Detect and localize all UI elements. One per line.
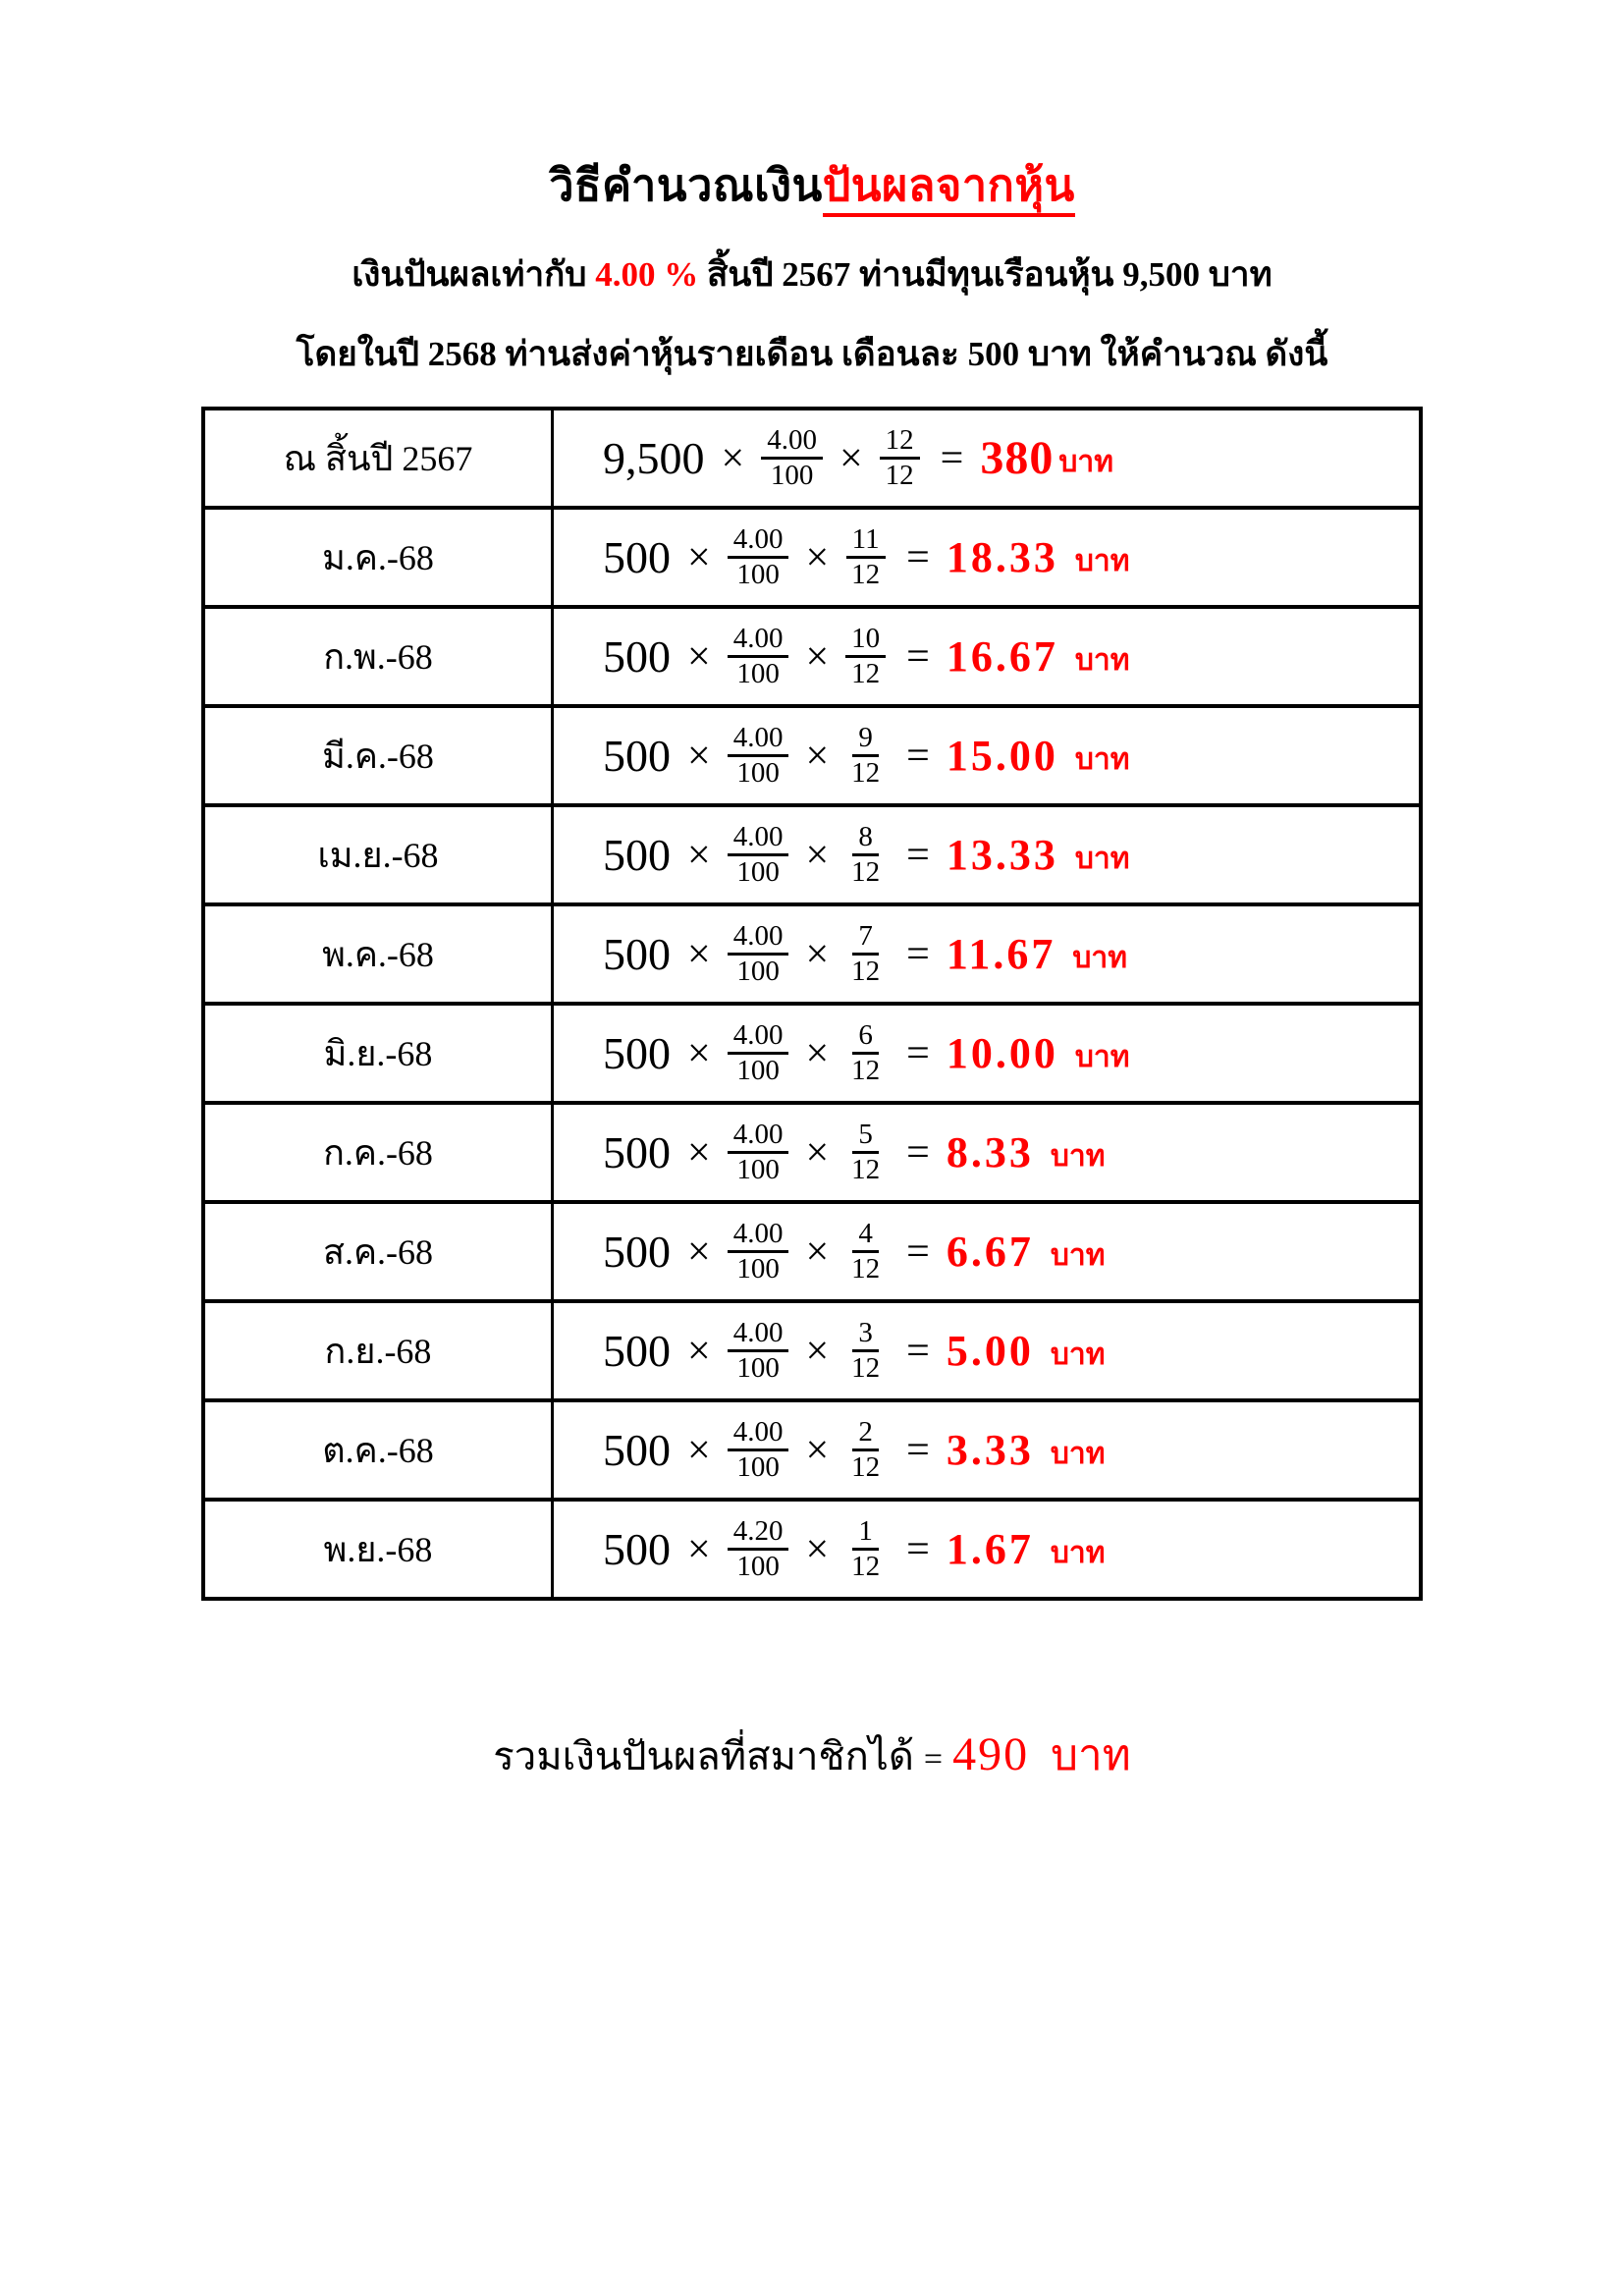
principal-value: 500 [603, 1028, 671, 1078]
page-title [0, 149, 1624, 220]
months-numerator: 11 [846, 523, 886, 559]
rate-fraction [728, 1515, 789, 1584]
result-value: 8.33 [946, 1127, 1034, 1176]
formula-cell [554, 510, 1419, 605]
multiply-operator: × [839, 435, 863, 481]
table-row [205, 1402, 1419, 1502]
principal-value: 500 [603, 830, 671, 880]
multiply-operator: × [687, 1030, 711, 1076]
equals-operator: = [906, 1427, 930, 1473]
months-numerator: 5 [852, 1119, 879, 1154]
months-denominator: 12 [851, 1055, 881, 1086]
rate-fraction [728, 1416, 789, 1485]
months-numerator: 9 [852, 722, 879, 757]
formula-cell [554, 1204, 1419, 1299]
result-value: 16.67 [946, 631, 1058, 681]
multiply-operator: × [687, 1229, 711, 1275]
rate-numerator: 4.00 [728, 523, 789, 559]
rate-numerator: 4.00 [728, 623, 789, 658]
rate-numerator: 4.00 [728, 920, 789, 956]
period-cell: พ.ย.-68 [205, 1502, 554, 1597]
table-row [205, 708, 1419, 807]
months-numerator: 2 [852, 1416, 879, 1451]
equals-operator: = [906, 931, 930, 977]
baht-unit: บาท [1050, 1437, 1106, 1470]
equals-operator: = [906, 534, 930, 580]
months-denominator: 12 [851, 956, 881, 987]
table-row [205, 510, 1419, 609]
formula-cell [554, 1502, 1419, 1597]
rate-denominator: 100 [736, 856, 780, 888]
formula-cell [554, 906, 1419, 1002]
period-cell: มี.ค.-68 [205, 708, 554, 803]
baht-unit: บาท [1058, 445, 1113, 478]
total-summary-line [0, 1721, 1624, 1789]
months-fraction [845, 1416, 886, 1485]
result-value: 6.67 [946, 1227, 1034, 1276]
baht-unit: บาท [1074, 1040, 1130, 1073]
months-denominator: 12 [851, 757, 881, 789]
baht-unit: บาท [1074, 842, 1130, 875]
period-cell: ม.ค.-68 [205, 510, 554, 605]
rate-denominator: 100 [736, 1055, 780, 1086]
subtitle1-post-text: สิ้นปี 2567 ท่านมีทุนเรือนหุ้น 9,500 บาท [698, 255, 1272, 294]
equals-operator: = [906, 633, 930, 680]
result-value: 10.00 [946, 1028, 1058, 1077]
baht-unit: บาท [1050, 1338, 1106, 1371]
principal-value: 500 [603, 1524, 671, 1574]
summary-equals-operator: = [923, 1741, 944, 1777]
period-cell: มิ.ย.-68 [205, 1006, 554, 1101]
equals-operator: = [906, 1526, 930, 1572]
rate-fraction [728, 1317, 789, 1386]
rate-fraction [728, 722, 789, 791]
summary-label: รวมเงินปันผลที่สมาชิกได้ [493, 1734, 914, 1778]
months-numerator: 8 [852, 821, 879, 856]
equals-operator: = [906, 733, 930, 779]
rate-fraction [728, 523, 789, 592]
multiply-operator: × [805, 1526, 830, 1572]
rate-numerator: 4.00 [728, 722, 789, 757]
rate-numerator: 4.00 [728, 1317, 789, 1352]
result-value: 1.67 [946, 1524, 1034, 1573]
months-fraction [845, 1019, 886, 1088]
multiply-operator: × [805, 633, 830, 680]
formula-cell [554, 1006, 1419, 1101]
rate-denominator: 100 [770, 460, 814, 491]
formula-cell [554, 410, 1419, 506]
months-numerator: 12 [880, 424, 920, 460]
dividend-rate-value: 4.00 % [595, 255, 699, 294]
baht-unit: บาท [1074, 544, 1130, 577]
table-row [205, 807, 1419, 906]
rate-denominator: 100 [736, 559, 780, 590]
table-row [205, 410, 1419, 510]
months-denominator: 12 [851, 1154, 881, 1185]
months-denominator: 12 [851, 856, 881, 888]
months-denominator: 12 [851, 658, 881, 689]
rate-denominator: 100 [736, 1154, 780, 1185]
months-denominator: 12 [851, 1352, 881, 1384]
principal-value: 500 [603, 731, 671, 781]
period-cell: ก.ค.-68 [205, 1105, 554, 1200]
principal-value: 500 [603, 532, 671, 582]
baht-unit: บาท [1050, 1238, 1106, 1272]
multiply-operator: × [687, 931, 711, 977]
summary-baht-unit: บาท [1051, 1731, 1131, 1779]
principal-value: 500 [603, 929, 671, 979]
subtitle1-pre-text: เงินปันผลเท่ากับ [352, 255, 596, 294]
equals-operator: = [906, 1129, 930, 1175]
rate-numerator: 4.00 [761, 424, 823, 460]
rate-denominator: 100 [736, 956, 780, 987]
result-value: 13.33 [946, 830, 1058, 879]
result-value: 18.33 [946, 532, 1058, 581]
rate-denominator: 100 [736, 1451, 780, 1483]
table-row [205, 1303, 1419, 1402]
multiply-operator: × [805, 733, 830, 779]
baht-unit: บาท [1050, 1536, 1106, 1569]
principal-value: 500 [603, 1326, 671, 1376]
title-red-underlined-text: ปันผลจากหุ้น [823, 161, 1075, 217]
rate-denominator: 100 [736, 1551, 780, 1582]
multiply-operator: × [805, 1229, 830, 1275]
months-fraction [845, 623, 886, 691]
months-denominator: 12 [885, 460, 914, 491]
months-fraction [845, 1515, 886, 1584]
multiply-operator: × [687, 1129, 711, 1175]
formula-cell [554, 708, 1419, 803]
rate-numerator: 4.00 [728, 1218, 789, 1253]
months-denominator: 12 [851, 1253, 881, 1285]
months-denominator: 12 [851, 559, 881, 590]
rate-numerator: 4.00 [728, 821, 789, 856]
principal-value: 500 [603, 1227, 671, 1277]
subtitle-line-2: โดยในปี 2568 ท่านส่งค่าหุ้นรายเดือน เดือนละ 500 บาท ให้คำนวณ ดังนี้ [296, 335, 1328, 373]
subtitle-line-1 [0, 247, 1624, 301]
formula-cell [554, 1105, 1419, 1200]
months-denominator: 12 [851, 1451, 881, 1483]
formula-cell [554, 609, 1419, 704]
baht-unit: บาท [1050, 1139, 1106, 1173]
table-row [205, 1502, 1419, 1597]
rate-fraction [761, 424, 823, 493]
months-numerator: 3 [852, 1317, 879, 1352]
formula-cell [554, 807, 1419, 902]
rate-numerator: 4.00 [728, 1019, 789, 1055]
multiply-operator: × [805, 832, 830, 878]
months-fraction [845, 722, 886, 791]
period-cell: ก.ย.-68 [205, 1303, 554, 1398]
rate-fraction [728, 1019, 789, 1088]
equals-operator: = [940, 435, 964, 481]
multiply-operator: × [687, 1328, 711, 1374]
months-numerator: 10 [845, 623, 886, 658]
rate-numerator: 4.20 [728, 1515, 789, 1551]
months-fraction [845, 1218, 886, 1286]
multiply-operator: × [721, 435, 745, 481]
months-fraction [845, 1317, 886, 1386]
multiply-operator: × [805, 1427, 830, 1473]
rate-fraction [728, 920, 789, 989]
result-value: 5.00 [946, 1326, 1034, 1375]
period-cell: เม.ย.-68 [205, 807, 554, 902]
period-cell: ณ สิ้นปี 2567 [205, 410, 554, 506]
summary-total-value: 490 [952, 1728, 1030, 1780]
rate-numerator: 4.00 [728, 1119, 789, 1154]
rate-fraction [728, 821, 789, 890]
months-denominator: 12 [851, 1551, 881, 1582]
table-row [205, 609, 1419, 708]
multiply-operator: × [805, 931, 830, 977]
dividend-calculation-table [201, 407, 1423, 1601]
result-value: 380 [980, 431, 1055, 484]
title-black-text: วิธีคำนวณเงิน [549, 161, 823, 210]
months-fraction [880, 424, 920, 493]
period-cell: พ.ค.-68 [205, 906, 554, 1002]
months-fraction [845, 821, 886, 890]
multiply-operator: × [805, 1129, 830, 1175]
principal-value: 500 [603, 1127, 671, 1177]
result-value: 15.00 [946, 731, 1058, 780]
result-value: 11.67 [946, 929, 1056, 978]
rate-denominator: 100 [736, 1352, 780, 1384]
result-value: 3.33 [946, 1425, 1034, 1474]
principal-value: 9,500 [603, 433, 705, 483]
months-numerator: 1 [852, 1515, 879, 1551]
months-fraction [845, 1119, 886, 1187]
rate-numerator: 4.00 [728, 1416, 789, 1451]
principal-value: 500 [603, 631, 671, 682]
rate-fraction [728, 623, 789, 691]
multiply-operator: × [805, 1328, 830, 1374]
multiply-operator: × [805, 1030, 830, 1076]
rate-fraction [728, 1218, 789, 1286]
baht-unit: บาท [1074, 643, 1130, 677]
formula-cell [554, 1303, 1419, 1398]
equals-operator: = [906, 1328, 930, 1374]
multiply-operator: × [687, 733, 711, 779]
rate-denominator: 100 [736, 1253, 780, 1285]
multiply-operator: × [687, 1526, 711, 1572]
rate-denominator: 100 [736, 757, 780, 789]
months-numerator: 6 [852, 1019, 879, 1055]
months-fraction [845, 920, 886, 989]
table-row [205, 1105, 1419, 1204]
multiply-operator: × [687, 832, 711, 878]
principal-value: 500 [603, 1425, 671, 1475]
table-row [205, 1006, 1419, 1105]
period-cell: ส.ค.-68 [205, 1204, 554, 1299]
multiply-operator: × [687, 534, 711, 580]
months-numerator: 7 [852, 920, 879, 956]
multiply-operator: × [687, 633, 711, 680]
period-cell: ก.พ.-68 [205, 609, 554, 704]
equals-operator: = [906, 1030, 930, 1076]
equals-operator: = [906, 832, 930, 878]
period-cell: ต.ค.-68 [205, 1402, 554, 1498]
multiply-operator: × [805, 534, 830, 580]
rate-fraction [728, 1119, 789, 1187]
baht-unit: บาท [1072, 941, 1128, 974]
multiply-operator: × [687, 1427, 711, 1473]
months-fraction [845, 523, 886, 592]
formula-cell [554, 1402, 1419, 1498]
months-numerator: 4 [852, 1218, 879, 1253]
rate-denominator: 100 [736, 658, 780, 689]
table-row [205, 1204, 1419, 1303]
equals-operator: = [906, 1229, 930, 1275]
baht-unit: บาท [1074, 742, 1130, 776]
table-row [205, 906, 1419, 1006]
